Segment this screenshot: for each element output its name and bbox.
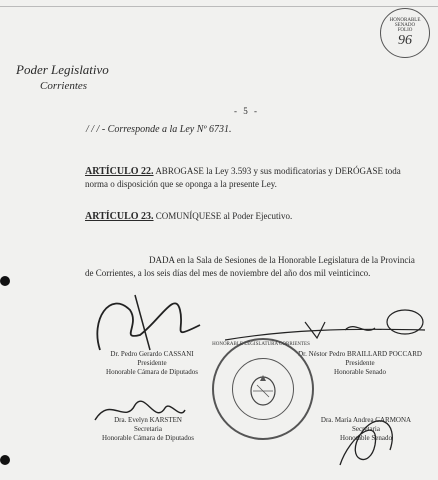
- article-23-text: COMUNÍQUESE al Poder Ejecutivo.: [155, 211, 293, 221]
- coat-of-arms-icon: [245, 371, 281, 407]
- seal-text: HONORABLE LEGISLATURA CORRIENTES: [212, 342, 310, 347]
- folio-label: FOLIO: [397, 27, 413, 33]
- folio-stamp-text: HONORABLE SENADO: [389, 17, 421, 28]
- corresponde-line: / / / - Corresponde a la Ley Nº 6731.: [86, 124, 232, 135]
- folio-number: 96: [398, 32, 412, 48]
- letterhead-subtitle: Corrientes: [40, 80, 88, 92]
- braillard-body: Honorable Senado: [334, 368, 386, 376]
- page-number: - 5 -: [234, 106, 259, 116]
- carmona-name: Dra. María Andrea CARMONA: [320, 416, 412, 424]
- article-22-text: ABROGASE la Ley 3.593 y sus modificatorias y DERÓGASE toda norma o disposición que se oponga a la presente Ley.: [85, 166, 401, 189]
- signatory-karsten: [88, 416, 208, 443]
- article-22-heading: ARTÍCULO 22.: [85, 166, 154, 177]
- braillard-name: Dr. Néstor Pedro BRAILLARD POCCARD: [298, 350, 422, 358]
- karsten-name: Dra. Evelyn KARSTEN: [114, 416, 182, 424]
- punch-hole-bottom: [0, 455, 10, 465]
- letterhead-title: Poder Legislativo: [16, 62, 109, 77]
- legislature-seal: [212, 338, 314, 440]
- dada-paragraph: DADA en la Sala de Sesiones de la Honorable Legislatura de la Provincia de Corrientes, a los seis días del mes de noviembre del año dos mil veinticinco.: [85, 255, 415, 278]
- braillard-role: Presidente: [345, 359, 375, 367]
- karsten-body: Honorable Cámara de Diputados: [102, 434, 194, 442]
- seal-inner-ring: [232, 358, 294, 420]
- signatory-carmona: [306, 416, 426, 443]
- carmona-body: Honorable Senado: [340, 434, 392, 442]
- cassani-role: Presidente: [137, 359, 167, 367]
- article-22: [85, 165, 425, 191]
- article-23-heading: ARTÍCULO 23.: [85, 211, 154, 222]
- page-edge: [0, 6, 438, 7]
- cassani-body: Honorable Cámara de Diputados: [106, 368, 198, 376]
- punch-hole-top: [0, 276, 10, 286]
- carmona-role: Secretaria: [352, 425, 380, 433]
- article-23: [85, 210, 425, 223]
- cassani-name: Dr. Pedro Gerardo CASSANI: [110, 350, 194, 358]
- karsten-role: Secretaria: [134, 425, 162, 433]
- signatory-cassani: [92, 350, 212, 377]
- signature-cassani-scribble: [80, 280, 220, 360]
- folio-stamp: [380, 8, 430, 58]
